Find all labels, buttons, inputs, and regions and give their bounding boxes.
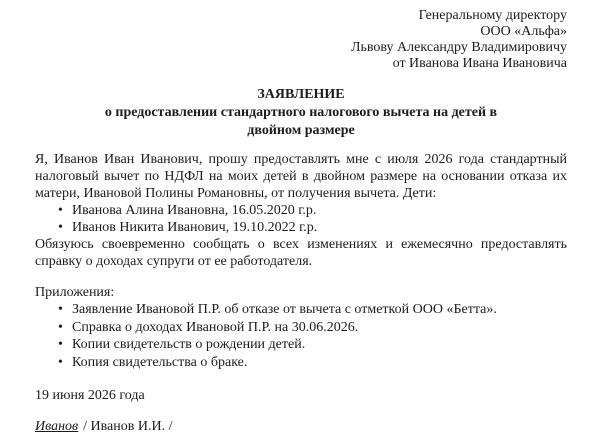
attachment-entry: Справка о доходах Ивановой П.Р. на 30.06.2026. xyxy=(72,319,359,335)
bullet-icon: • xyxy=(58,319,63,335)
signature-transcript: / Иванов И.И. / xyxy=(83,419,173,434)
list-item xyxy=(35,336,567,354)
title-subheading: о предоставлении стандартного налогового вычета на детей в двойном размере xyxy=(104,105,498,138)
attachment-entry: Заявление Ивановой П.Р. об отказе от вычета с отметкой ООО «Бетта». xyxy=(72,302,497,317)
recipient-line-position: Генеральному директору xyxy=(418,8,567,23)
children-list xyxy=(35,202,567,236)
recipient-line-company: ООО «Альфа» xyxy=(480,24,567,39)
bullet-icon: • xyxy=(58,337,63,352)
sender-line: от Иванова Ивана Ивановича xyxy=(392,56,567,71)
bullet-icon: • xyxy=(58,203,63,218)
list-item xyxy=(35,219,567,236)
attachment-entry: Копия свидетельства о браке. xyxy=(72,354,248,370)
bullet-icon: • xyxy=(58,220,63,235)
child-entry: Иванова Алина Ивановна, 16.05.2020 г.р. xyxy=(72,203,317,218)
request-paragraph: Я, Иванов Иван Иванович, прошу предоставлять мне с июля 2026 года стандартный налоговый вычет по НДФЛ на моих детей в двойном размере на основании отказа их матери, Ивановой Полины Романовны, от получения вычета. Дети: xyxy=(35,152,567,201)
document-title xyxy=(35,86,567,140)
list-item xyxy=(35,202,567,219)
recipient-line-name: Львову Александру Владимировичу xyxy=(351,40,567,55)
child-entry: Иванов Никита Иванович, 19.10.2022 г.р. xyxy=(72,220,318,235)
obligation-paragraph: Обязуюсь своевременно сообщать о всех изменениях и ежемесячно предоставлять справку о доходах супруги от ее работодателя. xyxy=(35,237,567,269)
bullet-icon: • xyxy=(58,354,63,370)
recipient-block xyxy=(35,8,567,72)
attachments-label: Приложения: xyxy=(35,285,115,300)
title-heading: ЗАЯВЛЕНИЕ xyxy=(257,87,345,102)
signature-line xyxy=(35,418,567,435)
list-item xyxy=(35,319,567,337)
document-date: 19 июня 2026 года xyxy=(35,388,145,403)
attachments-list xyxy=(35,301,567,371)
handwritten-signature: Иванов xyxy=(35,419,79,434)
list-item xyxy=(35,354,567,372)
list-item xyxy=(35,301,567,319)
attachment-entry: Копии свидетельств о рождении детей. xyxy=(72,337,306,352)
bullet-icon: • xyxy=(58,302,63,317)
